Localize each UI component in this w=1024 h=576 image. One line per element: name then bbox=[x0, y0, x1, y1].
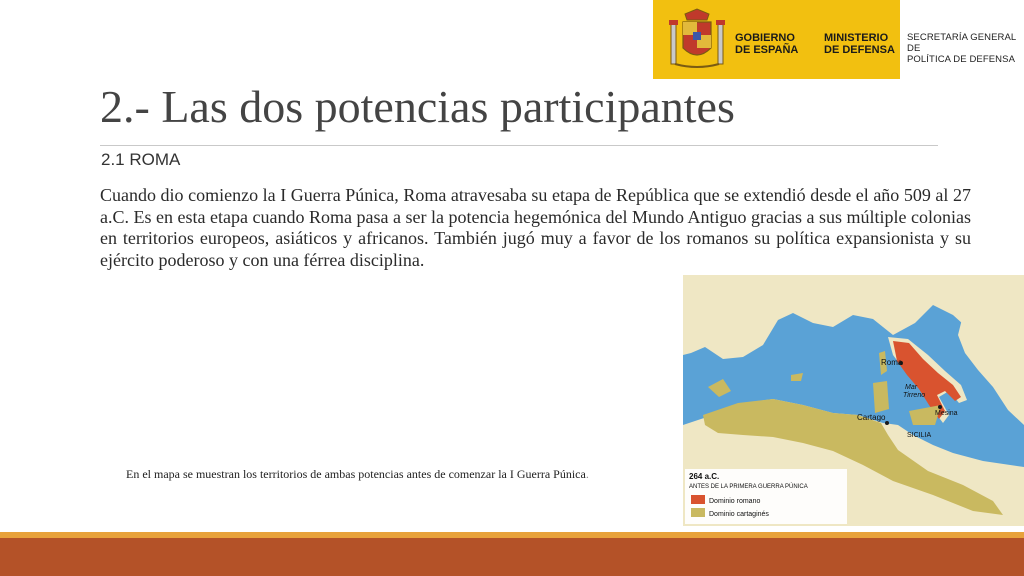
legend-carthaginian-label: Dominio cartaginés bbox=[709, 511, 769, 518]
legend-roman-swatch bbox=[691, 495, 705, 504]
legend-carthaginian-swatch bbox=[691, 508, 705, 517]
legend-roman-label: Dominio romano bbox=[709, 498, 761, 505]
secretaria-label: SECRETARÍA GENERAL DE POLÍTICA DE DEFENSA bbox=[907, 32, 1016, 65]
cartago-label: Cartago bbox=[857, 413, 886, 422]
gobierno-espana-label: GOBIERNO DE ESPAÑA bbox=[735, 32, 799, 56]
ministerio-defensa-label: MINISTERIO DE DEFENSA bbox=[824, 32, 895, 56]
cartago-dot bbox=[885, 421, 889, 425]
body-paragraph: Cuando dio comienzo la I Guerra Púnica, Roma atravesaba su etapa de República que se extendió desde el año 509 al 27 a.C. Es en esta etapa cuando Roma pasa a ser la potencia hegemónica del Mundo Antiguo gracias a sus múltiple colonias en territorios europeos, asiáticos y africanos. También jugó muy a favor de los romanos su política expansionista y su ejército poderoso y con una férrea disciplina. bbox=[100, 185, 971, 270]
secretaria-logo-area bbox=[900, 0, 1024, 79]
legend-year: 264 a.C. bbox=[689, 472, 720, 481]
coat-of-arms-icon bbox=[667, 8, 727, 72]
government-logo-band bbox=[653, 0, 900, 79]
map-sardinia bbox=[873, 381, 889, 413]
mar-label: Mar bbox=[905, 384, 918, 391]
section-subtitle: 2.1 ROMA bbox=[101, 150, 181, 169]
roma-label: Roma bbox=[881, 358, 903, 367]
footer-bar bbox=[0, 538, 1024, 576]
slide-title: 2.- Las dos potencias participantes bbox=[100, 81, 735, 132]
map-image bbox=[683, 275, 1024, 526]
tirreno-label: Tirreno bbox=[903, 392, 926, 399]
mesina-dot bbox=[938, 405, 942, 409]
legend-subtitle: ANTES DE LA PRIMERA GUERRA PÚNICA bbox=[689, 484, 808, 490]
map-caption bbox=[126, 467, 589, 482]
map-caption-period: . bbox=[585, 467, 589, 481]
sicilia-label: SICILIA bbox=[907, 432, 932, 439]
map-caption-text: En el mapa se muestran los territorios de ambas potencias antes de comenzar la I Guerra Púnica bbox=[126, 467, 586, 481]
mesina-label: Mesina bbox=[935, 410, 958, 417]
title-divider bbox=[100, 145, 938, 146]
